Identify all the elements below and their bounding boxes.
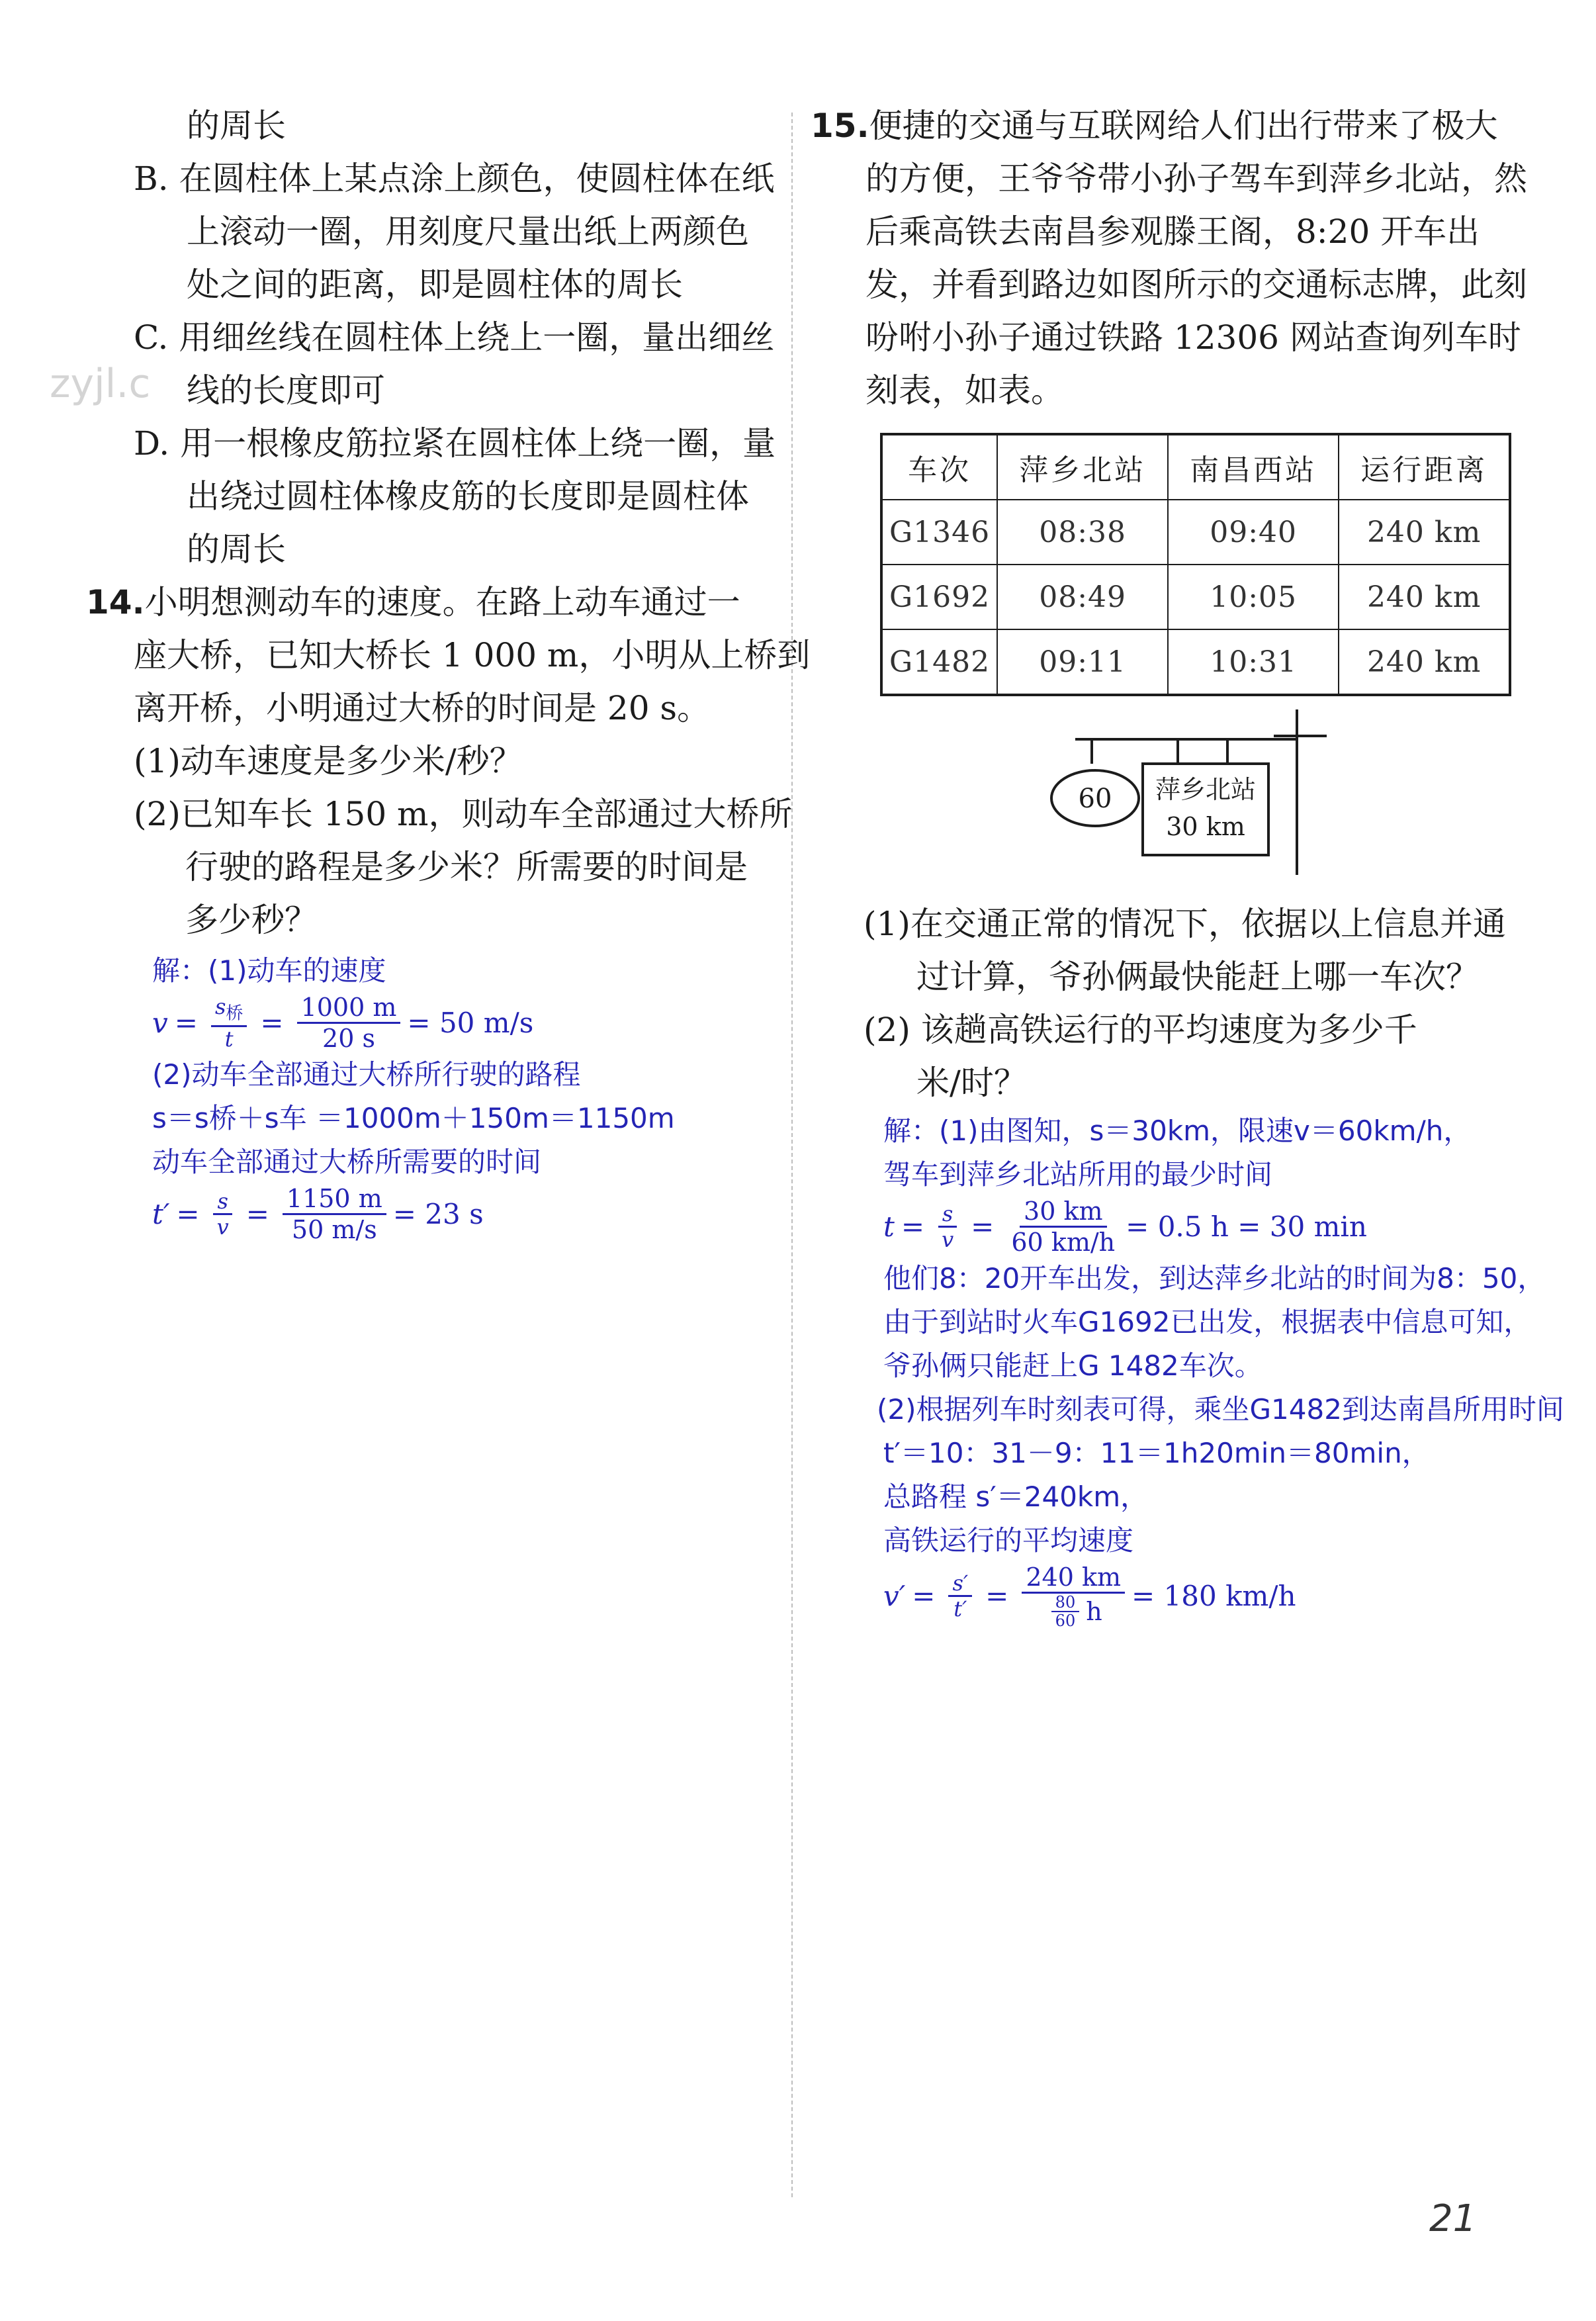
solution-line: (2)根据列车时刻表可得，乘坐G1482到达南昌所用时间 xyxy=(877,1393,1564,1426)
question-text: 小明想测动车的速度。在路上动车通过一 xyxy=(144,583,740,621)
fraction: $\frac{s}{v}$ xyxy=(938,1202,957,1252)
sub-question-cont: 行驶的路程是多少米？所需要的时间是 xyxy=(185,848,748,886)
question-text: 吩咐小孙子通过铁路 12306 网站查询列车时 xyxy=(865,318,1521,357)
solution-line: 解：(1)由图知，s＝30km，限速v＝60km/h， xyxy=(883,1115,1472,1147)
solution-line: 驾车到萍乡北站所用的最少时间 xyxy=(883,1158,1273,1191)
cell: 09:40 xyxy=(1168,500,1339,565)
fraction: $\frac{1150 m}{50 m/s}$ xyxy=(283,1184,386,1244)
cell: 09:11 xyxy=(997,629,1168,695)
train-timetable xyxy=(880,433,1511,696)
column-divider xyxy=(791,113,793,2197)
fraction: 240 km $\frac{80}{60}$ h xyxy=(1022,1563,1125,1629)
question-text: 离开桥，小明通过大桥的时间是 20 s。 xyxy=(134,689,711,727)
question-15 xyxy=(811,99,1519,152)
fraction: $\frac{s}{v}$ xyxy=(213,1189,233,1239)
station-distance: 30 km xyxy=(1166,812,1245,841)
cell: 08:49 xyxy=(997,565,1168,629)
option-a-cont: 的周长 xyxy=(187,107,286,145)
option-d-cont: 的周长 xyxy=(187,530,286,569)
solution-line: 爷孙俩只能赶上G 1482车次。 xyxy=(883,1349,1263,1382)
watermark: zyjl.c xyxy=(50,361,151,407)
header-pingxiang: 萍乡北站 xyxy=(997,434,1168,500)
cell: G1482 xyxy=(881,629,997,695)
sub-question-cont: 多少秒？ xyxy=(185,901,318,939)
solution-line: 高铁运行的平均速度 xyxy=(883,1524,1134,1557)
fraction: $\frac{80}{60}$ xyxy=(1051,1594,1080,1629)
header-train: 车次 xyxy=(881,434,997,500)
question-text: 座大桥，已知大桥长 1 000 m，小明从上桥到 xyxy=(134,636,811,674)
table-row xyxy=(881,500,1510,565)
cell: 240 km xyxy=(1339,629,1510,695)
option-d-cont: 出绕过圆柱体橡皮筋的长度即是圆柱体 xyxy=(187,477,749,516)
formula-time: t′ = $\frac{s}{v}$ = $\frac{1150 m}{50 m/s}$ = 23 s xyxy=(152,1184,484,1244)
solution-line: 由于到站时火车G1692已出发，根据表中信息可知， xyxy=(883,1306,1532,1338)
question-text: 的方便，王爷爷带小孙子驾车到萍乡北站，然 xyxy=(865,159,1527,198)
option-d: D. 用一根橡皮筋拉紧在圆柱体上绕一圈，量 xyxy=(134,424,776,463)
question-text: 刻表，如表。 xyxy=(865,371,1064,410)
formula-drive-time: t = $\frac{s}{v}$ = $\frac{30 km}{60 km/h}$ = 0.5 h = 30 min xyxy=(883,1197,1367,1257)
sub-question-cont: 米/时？ xyxy=(916,1064,1027,1102)
solution-line: 动车全部通过大桥所需要的时间 xyxy=(152,1146,542,1178)
sub-question: (1)动车速度是多少米/秒？ xyxy=(134,742,523,780)
cell: 10:05 xyxy=(1168,565,1339,629)
formula-average-speed: v′ = $\frac{s'}{t'}$ = 240 km $\frac{80}{60}$ h = 180 km/h xyxy=(883,1563,1296,1630)
cell: 240 km xyxy=(1339,565,1510,629)
cell: 08:38 xyxy=(997,500,1168,565)
question-text: 发，并看到路边如图所示的交通标志牌，此刻 xyxy=(865,265,1527,304)
table-row xyxy=(881,629,1510,695)
sub-question: (2)已知车长 150 m，则动车全部通过大桥所 xyxy=(134,795,793,833)
page-number: 21 xyxy=(1429,2197,1477,2240)
solution-line: 总路程 s′＝240km， xyxy=(883,1480,1149,1513)
header-nanchang: 南昌西站 xyxy=(1168,434,1339,500)
solution-line: 解：(1)动车的速度 xyxy=(152,954,386,987)
fraction: $\frac{s'}{t'}$ xyxy=(948,1571,972,1621)
cell: G1692 xyxy=(881,565,997,629)
sub-question-cont: 过计算，爷孙俩最快能赶上哪一车次？ xyxy=(916,958,1479,996)
option-c: C. 用细丝线在圆柱体上绕上一圈，量出细丝 xyxy=(134,318,775,357)
fraction: $\frac{1000 m}{20 s}$ xyxy=(297,993,401,1053)
option-b-cont: 处之间的距离，即是圆柱体的周长 xyxy=(187,265,683,304)
solution-15 xyxy=(811,1109,1564,1630)
option-b-cont: 上滚动一圈，用刻度尺量出纸上两颜色 xyxy=(187,212,749,251)
station-name: 萍乡北站 xyxy=(1155,775,1257,804)
question-14 xyxy=(86,576,774,629)
speed-limit-value: 60 xyxy=(1078,784,1112,814)
solution-line: t′＝10：31－9：11＝1h20min＝80min， xyxy=(883,1437,1430,1469)
question-text: 后乘高铁去南昌参观滕王阁，8:20 开车出 xyxy=(865,212,1480,251)
cell: 10:31 xyxy=(1168,629,1339,695)
solution-14 xyxy=(86,949,774,1244)
fraction: $\frac{30 km}{60 km/h}$ xyxy=(1011,1197,1116,1257)
solution-line: (2)动车全部通过大桥所行驶的路程 xyxy=(152,1058,581,1091)
sub-question: (1)在交通正常的情况下，依据以上信息并通 xyxy=(864,905,1506,943)
fraction: $\frac{s_桥}{t}$ xyxy=(211,995,247,1051)
formula-velocity: v = $\frac{s_桥}{t}$ = $\frac{1000 m}{20 s}$ = 50 m/s xyxy=(152,993,534,1053)
right-column xyxy=(811,99,1564,1630)
solution-line: s＝s桥＋s车 ＝1000m＋150m＝1150m xyxy=(152,1102,675,1134)
table-header-row xyxy=(881,434,1510,500)
sub-question: (2) 该趟高铁运行的平均速度为多少千 xyxy=(864,1011,1417,1049)
table-row xyxy=(881,565,1510,629)
left-column xyxy=(86,99,811,1244)
solution-line: 他们8：20开车出发，到达萍乡北站的时间为8：50， xyxy=(883,1262,1546,1295)
traffic-sign-drawing xyxy=(1049,709,1327,882)
var-v: v xyxy=(152,1006,168,1039)
question-number: 14. xyxy=(86,583,145,621)
cell: G1346 xyxy=(881,500,997,565)
cell: 240 km xyxy=(1339,500,1510,565)
option-c-cont: 线的长度即可 xyxy=(187,371,385,410)
question-text: 便捷的交通与互联网给人们出行带来了极大 xyxy=(869,107,1498,145)
option-b: B. 在圆柱体上某点涂上颜色，使圆柱体在纸 xyxy=(134,159,775,198)
header-distance: 运行距离 xyxy=(1339,434,1510,500)
traffic-sign-figure xyxy=(1049,709,1327,882)
question-number: 15. xyxy=(811,107,869,145)
